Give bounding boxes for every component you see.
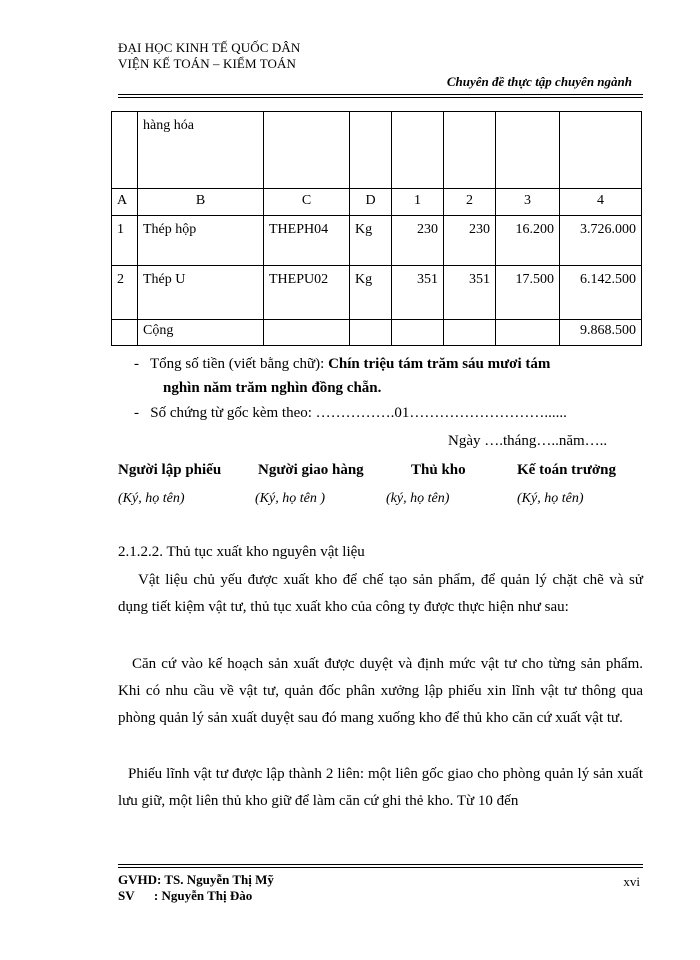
report-title: Chuyên đề thực tập chuyên ngành xyxy=(446,74,632,89)
table-cell: Kg xyxy=(350,266,392,320)
signature-title: Người lập phiếu xyxy=(118,462,222,478)
amount-words-cont: nghìn năm trăm nghìn đồng chẵn. xyxy=(163,380,382,396)
table-cell: 6.142.500 xyxy=(560,266,642,320)
bullet: - xyxy=(134,356,139,372)
table-cell: THEPU02 xyxy=(264,266,350,320)
docs-note xyxy=(134,405,567,422)
table-cell: 230 xyxy=(392,216,444,266)
total-value: 9.868.500 xyxy=(560,320,642,346)
signature-note: (Ký, họ tên) xyxy=(118,491,185,506)
signature-note: (Ký, họ tên) xyxy=(517,491,584,506)
table-cell: 3 xyxy=(496,189,560,216)
document-header xyxy=(118,40,300,72)
table-row-codes xyxy=(112,189,642,216)
supervisor: GVHD: TS. Nguyễn Thị Mỹ xyxy=(118,872,274,887)
table-cell: 351 xyxy=(392,266,444,320)
table-cell: Kg xyxy=(350,216,392,266)
signature-note: (Ký, họ tên ) xyxy=(255,491,325,506)
table-cell: A xyxy=(112,189,138,216)
docs-line: Số chứng từ gốc kèm theo: …………….01………………………...... xyxy=(150,405,567,421)
header-divider-double xyxy=(118,97,643,98)
table-cell: Thép hộp xyxy=(138,216,264,266)
table-cell: B xyxy=(138,189,264,216)
footer-divider-double xyxy=(118,867,643,868)
table-cell: THEPH04 xyxy=(264,216,350,266)
date-line: Ngày ….tháng…..năm….. xyxy=(448,433,608,449)
section-heading: 2.1.2.2. Thủ tục xuất kho nguyên vật liệu xyxy=(118,544,365,560)
header-divider xyxy=(118,94,643,95)
table-cell: Thép U xyxy=(138,266,264,320)
paragraph: Căn cứ vào kế hoạch sản xuất được duyệt và định mức vật tư cho từng sản phẩm. Khi có nhu cầu về vật tư, quản đốc phân xưởng lập phiếu xin lĩnh vật tư thông qua phòng quản lý sản xuất duyệt sau đó mang xuống kho để thủ kho căn cứ xuất vật tư. xyxy=(118,656,643,726)
table-cell: 3.726.000 xyxy=(560,216,642,266)
signature-title: Người giao hàng xyxy=(258,462,364,478)
amount-note xyxy=(134,351,550,378)
table-cell: 351 xyxy=(444,266,496,320)
amount-words: Chín triệu tám trăm sáu mươi tám xyxy=(328,356,551,372)
signature-note: (ký, họ tên) xyxy=(386,491,450,506)
table-cell: 4 xyxy=(560,189,642,216)
table-total-row xyxy=(112,320,642,346)
page-number: xvi xyxy=(623,874,640,889)
table-cell: D xyxy=(350,189,392,216)
university-name: ĐẠI HỌC KINH TẾ QUỐC DÂN xyxy=(118,40,301,55)
table-cell: hàng hóa xyxy=(138,112,264,189)
table-cell: C xyxy=(264,189,350,216)
signature-title: Thủ kho xyxy=(411,462,466,478)
paragraph: Phiếu lĩnh vật tư được lập thành 2 liên: một liên gốc giao cho phòng quản lý sản xuất lưu giữ, một liên thủ kho giữ để làm căn cứ ghi thẻ kho. Từ 10 đến xyxy=(118,766,643,809)
institute-name: VIỆN KẾ TOÁN – KIỂM TOÁN xyxy=(118,56,297,71)
signature-title: Kế toán trưởng xyxy=(517,462,616,478)
table-cell: 230 xyxy=(444,216,496,266)
student: SV : Nguyễn Thị Đào xyxy=(118,888,253,903)
bullet: - xyxy=(134,405,139,421)
table-row xyxy=(112,266,642,320)
paragraph: Vật liệu chủ yếu được xuất kho để chế tạo sản phẩm, để quản lý chặt chẽ và sử dụng tiết kiệm vật tư, thủ tục xuất kho của công ty được thực hiện như sau: xyxy=(118,572,643,615)
table-row xyxy=(112,216,642,266)
table-cell: 17.500 xyxy=(496,266,560,320)
table-cell: 16.200 xyxy=(496,216,560,266)
footer-divider xyxy=(118,864,643,865)
document-footer xyxy=(118,872,274,904)
table-cell: 2 xyxy=(112,266,138,320)
goods-table xyxy=(111,111,642,346)
table-cell: 2 xyxy=(444,189,496,216)
table-cell: 1 xyxy=(392,189,444,216)
table-row xyxy=(112,112,642,189)
total-label: Cộng xyxy=(138,320,264,346)
table-cell: 1 xyxy=(112,216,138,266)
amount-label: Tổng số tiền (viết bằng chữ): xyxy=(149,356,325,372)
